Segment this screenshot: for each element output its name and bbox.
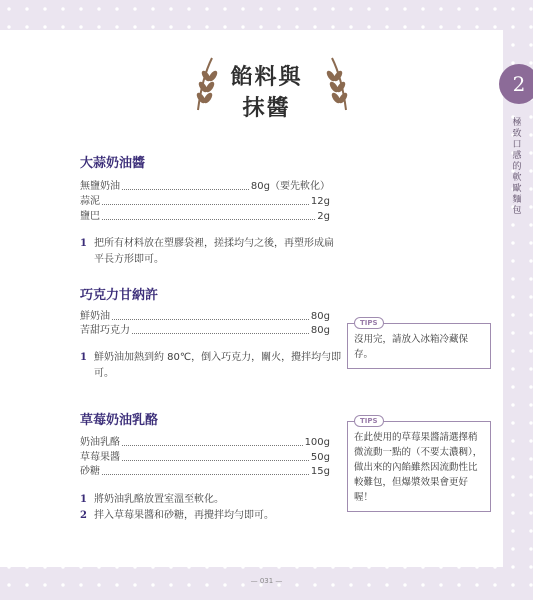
step	[80, 236, 342, 268]
ingredient-row	[80, 451, 330, 464]
ingredient-name: 鹽巴	[80, 211, 100, 222]
tips-box	[347, 319, 491, 369]
step-text: 把所有材料放在塑膠袋裡，搓揉均勻之後，再塑形成扁平長方形即可。	[94, 238, 334, 265]
ingredient-row	[80, 465, 330, 478]
ingredient-qty: 80g（要先軟化）	[250, 181, 330, 192]
page-number: — 031 —	[250, 577, 283, 585]
step	[80, 492, 342, 508]
page-title-line2: 抹醬	[242, 96, 291, 121]
tips-label: TIPS	[354, 317, 384, 329]
ingredient-row	[80, 195, 330, 208]
ingredient-row	[80, 324, 330, 337]
leader-dots	[132, 332, 309, 334]
ingredient-qty: 80g	[310, 325, 330, 336]
step	[80, 508, 342, 524]
step-number: 1	[80, 494, 87, 505]
leader-dots	[102, 218, 315, 220]
tips-text: 沒用完，請放入冰箱冷藏保存。	[354, 334, 469, 360]
ingredient-row	[80, 180, 330, 193]
step-number: 1	[80, 238, 87, 249]
ingredient-name: 草莓果醬	[80, 452, 120, 463]
ingredient-qty: 80g	[310, 311, 330, 322]
ingredient-name: 蒜泥	[80, 196, 100, 207]
ingredient-name: 苦甜巧克力	[80, 325, 130, 336]
ingredient-qty: 15g	[310, 466, 330, 477]
ingredient-qty: 100g	[304, 437, 330, 448]
step-text: 鮮奶油加熱到約 80℃，倒入巧克力，關火，攪拌均勻即可。	[94, 352, 342, 379]
step-number: 1	[80, 352, 87, 363]
step-number: 2	[80, 510, 87, 521]
ingredient-row	[80, 310, 330, 323]
leader-dots	[102, 473, 309, 475]
ingredient-row	[80, 210, 330, 223]
ingredient-name: 奶油乳酪	[80, 437, 120, 448]
section-title: 巧克力甘納許	[80, 288, 159, 303]
tips-box	[347, 417, 491, 512]
ingredient-qty: 2g	[317, 211, 330, 222]
ingredient-row	[80, 436, 330, 449]
leader-dots	[122, 444, 303, 446]
leader-dots	[112, 318, 309, 320]
section-title: 大蒜奶油醬	[80, 156, 146, 171]
ingredient-name: 砂糖	[80, 466, 100, 477]
ingredient-name: 無鹽奶油	[80, 181, 120, 192]
tips-label: TIPS	[354, 415, 384, 427]
page-title-line1: 餡料與	[230, 65, 303, 90]
chapter-number: 2	[512, 72, 526, 96]
step-text: 將奶油乳酪放置室溫至軟化。	[94, 494, 224, 505]
tips-text: 在此使用的草莓果醬請選擇稍微流動一點的（不要太濃稠），做出來的內餡雖然因流動性比較難包，但爆漿效果會更好喔！	[354, 432, 483, 503]
chapter-side-title: 極致口感的軟歐麵包	[512, 118, 522, 216]
leader-dots	[122, 459, 309, 461]
ingredient-qty: 12g	[310, 196, 330, 207]
ingredient-name: 鮮奶油	[80, 311, 110, 322]
leader-dots	[122, 188, 249, 190]
section-title: 草莓奶油乳酪	[80, 413, 159, 428]
step	[80, 350, 342, 382]
step-text: 拌入草莓果醬和砂糖，再攪拌均勻即可。	[94, 510, 274, 521]
leader-dots	[102, 203, 309, 205]
ingredient-qty: 50g	[310, 452, 330, 463]
